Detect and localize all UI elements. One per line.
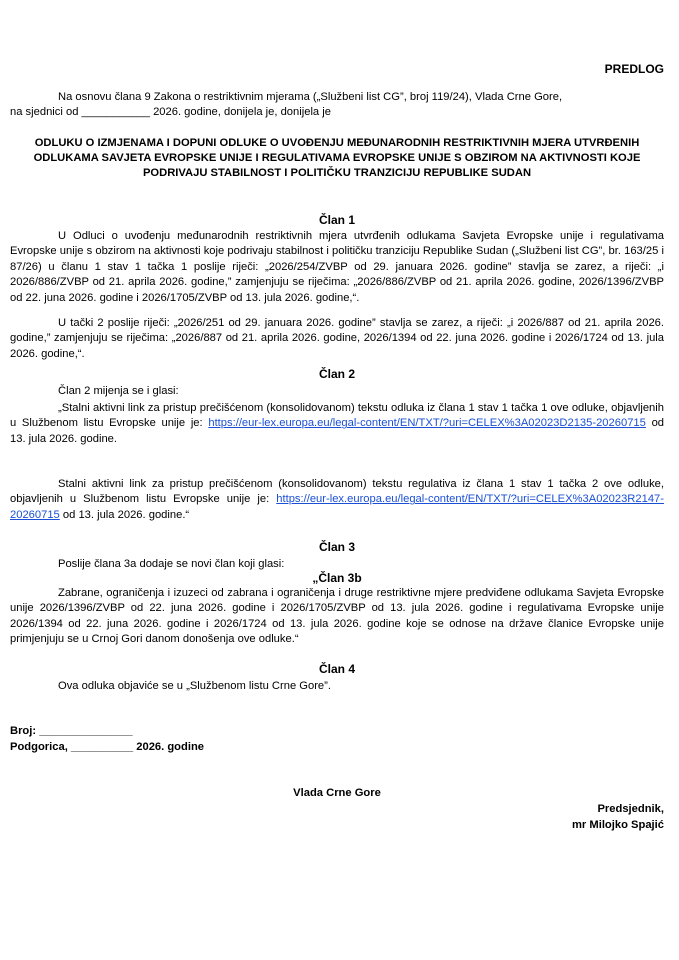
clan-2-paragraph-1 [10, 401, 664, 447]
preamble [10, 90, 664, 121]
clan-3-intro: Poslije člana 3a dodaje se novi član koji glasi: [58, 558, 285, 570]
clan-3b-heading: „Član 3b [312, 571, 362, 585]
broj-line: Broj: _______________ [10, 725, 133, 737]
eur-lex-regulation-link[interactable]: https://eur-lex.europa.eu/legal-content/EN/TXT/?uri=CELEX%3A02023R2147-20260715 [10, 493, 664, 521]
place-date-line: Podgorica, __________ 2026. godine [10, 741, 205, 753]
clan-4-paragraph: Ova odluka objaviće se u „Službenom listu Crne Gore”. [58, 680, 331, 692]
predlog-label: PREDLOG [604, 62, 664, 76]
signatory-title: Predsjednik, [597, 803, 664, 815]
clan-4-heading: Član 4 [318, 662, 355, 676]
clan-2-p1-end: od 13. jula 2026. godine. [10, 417, 665, 445]
government-name: Vlada Crne Gore [293, 787, 381, 799]
document-title: ODLUKU O IZMJENAMA I DOPUNI ODLUKE O UVOĐENJU MEĐUNARODNIH RESTRIKTIVNIH MJERA UTVRĐENIH ODLUKAMA SAVJETA EVROPSKE UNIJE I REGULATIVAMA EVROPSKE UNIJE S OBZIROM NA AKTIVNOSTI KOJE PODRIVAJU STABILNOST I POLITIČKU TRANZICIJU REPUBLIKE SUDAN [33, 137, 641, 179]
clan-2-paragraph-2 [10, 477, 664, 523]
clan-3-heading: Član 3 [318, 540, 355, 554]
eur-lex-decision-link[interactable]: https://eur-lex.europa.eu/legal-content/EN/TXT/?uri=CELEX%3A02023D2135-20260715 [208, 417, 646, 430]
clan-2-p2-end: od 13. jula 2026. godine.“ [62, 508, 190, 521]
clan-2-heading: Član 2 [318, 367, 355, 381]
clan-2-intro: Član 2 mijenja se i glasi: [58, 385, 179, 397]
clan-1-paragraph-1: U Odluci o uvođenju međunarodnih restriktivnih mjera utvrđenih odlukama Savjeta Evropske unije i regulativama Evropske unije s obzirom na aktivnosti koje podrivaju stabilnost i političku tranziciju Republike Sudan („Službeni list CG”, br. 163/25 i 87/26) u članu 1 stav 1 tačka 1 poslije riječi: „2026/254/ZVBP od 29. januara 2026. godine” stavlja se zarez, a riječi: „i 2026/886/ZVBP od 21. aprila 2026. godine,” zamjenjuju se riječima: „2026/886/ZVBP od 21. aprila 2026. godine, 2026/1396/ZVBP od 22. juna 2026. godine i 2026/1705/ZVBP od 13. jula 2026. godine,“. [10, 230, 664, 304]
clan-2-p1-text: „Stalni aktivni link za pristup prečišćenom (konsolidovanom) tekstu odluka iz člana 1 stav 1 tačka 1 ove odluke, objavljenih u Službenom listu Evropske unije je: [10, 402, 664, 430]
preamble-line-2: na sjednici od ___________ 2026. godine, donijela je, donijela je [10, 106, 331, 119]
preamble-line-1: Na osnovu člana 9 Zakona o restriktivnim mjerama („Službeni list CG”, broj 119/24), Vlada Crne Gore, [58, 91, 563, 103]
signatory-name: mr Milojko Spajić [571, 819, 664, 831]
clan-1-heading: Član 1 [318, 213, 355, 227]
clan-3b-paragraph: Zabrane, ograničenja i izuzeci od zabrana i ograničenja i druge restriktivne mjere predviđene odlukama Savjeta Evropske unije 2026/1396/ZVBP od 22. juna 2026. godine i 2026/1705/ZVBP od 13. jula 2026. godine i regulativama Evropske unije 2026/1394 od 22. juna 2026. godine i 2026/1724 od 13. jula 2026. godine koje se odnose na države članice Evropske unije primjenjuju se u Crnoj Gori danom donošenja ove odluke.“ [10, 587, 664, 646]
clan-2-p2-text: Stalni aktivni link za pristup prečišćenom (konsolidovanom) tekstu regulativa iz člana 1 stav 1 tačka 2 ove odluke, objavljenih u Službenom listu Evropske unije je: [10, 478, 664, 506]
clan-1-paragraph-2: U tački 2 poslije riječi: „2026/251 od 29. januara 2026. godine” stavlja se zarez, a riječi: „i 2026/887 od 21. aprila 2026. godine,” zamjenjuju se riječima: „2026/887 od 21. aprila 2026. godine, 2026/1394 od 22. juna 2026. godine i 2026/1724 od 13. jula 2026. godine,“. [10, 317, 664, 360]
